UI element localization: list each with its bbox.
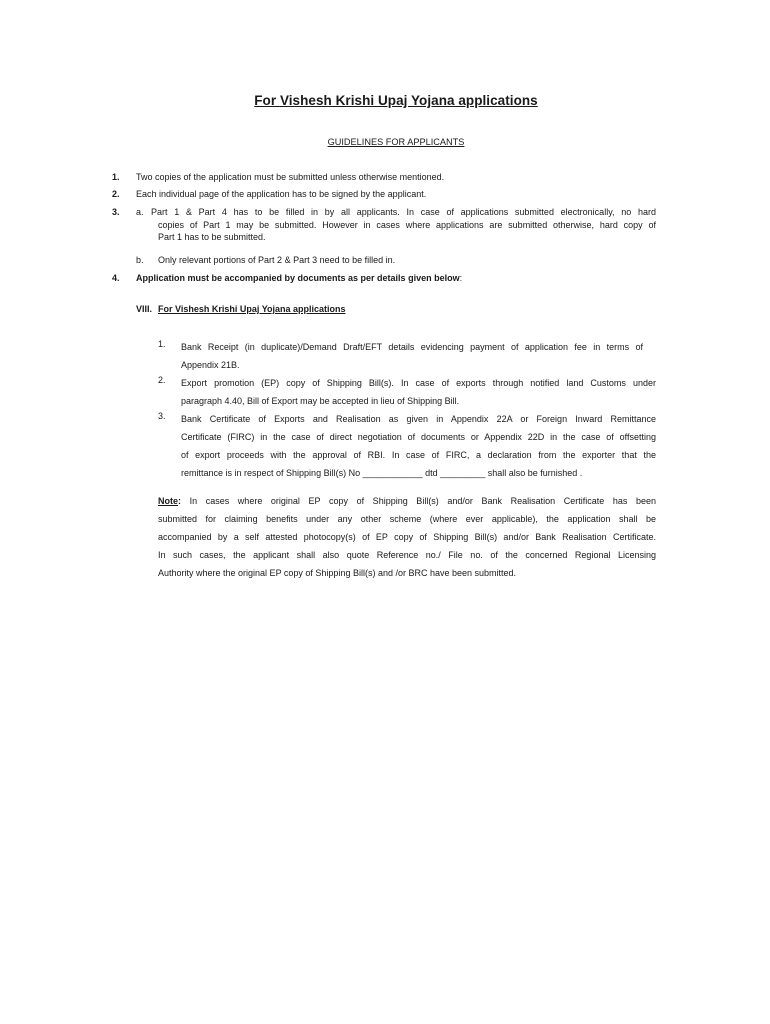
paragraph-line: copies of Part 1 may be submitted. However in cases where applications are submitted otherwise, hard copy of: [158, 219, 656, 230]
paragraph-line: Appendix 21B.: [181, 360, 240, 370]
item-number: 2.: [112, 189, 120, 199]
sub-item-number: 2.: [158, 375, 166, 385]
section-number: VIII.: [136, 304, 153, 314]
paragraph-line: Bank Certificate of Exports and Realisation as given in Appendix 22A or Foreign Inward Remittance: [181, 414, 656, 424]
paragraph-line: Authority where the original EP copy of Shipping Bill(s) and /or BRC have been submitted.: [158, 568, 517, 578]
paragraph-line: Bank Receipt (in duplicate)/Demand Draft/EFT details evidencing payment of application fee in terms of: [181, 342, 643, 352]
note-colon: :: [178, 496, 181, 506]
item-text: Only relevant portions of Part 2 & Part 3 need to be filled in.: [158, 255, 396, 265]
sub-item-paragraph: [181, 338, 643, 374]
paragraph-line: accompanied by a self attested photocopy(s) of EP copy of Shipping Bill(s) and/or Bank Realisation Certificate.: [158, 532, 656, 542]
item-text-bold: Application must be accompanied by documents as per details given below: [136, 273, 460, 283]
item-text: Each individual page of the application has to be signed by the applicant.: [136, 189, 427, 199]
section-title: For Vishesh Krishi Upaj Yojana applications: [158, 304, 346, 314]
paragraph-line: Certificate (FIRC) in the case of direct negotiation of documents or Appendix 22D in the case of offsetting: [181, 432, 656, 442]
page-title: For Vishesh Krishi Upaj Yojana applications: [254, 93, 538, 108]
sub-item-paragraph: [181, 410, 656, 482]
item-paragraph: [151, 206, 656, 244]
item-text: Two copies of the application must be submitted unless otherwise mentioned.: [136, 172, 445, 182]
note-text: In cases where original EP copy of Shipping Bill(s) and/or Bank Realisation Certificate has been: [181, 496, 656, 506]
note-label: Note: [158, 496, 178, 506]
note-paragraph: [158, 492, 656, 582]
paragraph-line: Part 1 has to be submitted.: [158, 232, 266, 242]
sub-item-number: 1.: [158, 339, 166, 349]
paragraph-line: remittance is in respect of Shipping Bill(s) No ____________ dtd _________ shall also be furnished .: [181, 468, 583, 478]
paragraph-line: of export proceeds with the approval of RBI. In case of FIRC, a declaration from the exporter that the: [181, 450, 656, 460]
page-subtitle: GUIDELINES FOR APPLICANTS: [327, 137, 465, 147]
item-number: 4.: [112, 273, 120, 283]
paragraph-line: In such cases, the applicant shall also quote Reference no./ File no. of the concerned Regional Licensing: [158, 550, 656, 560]
item-number: 3.: [112, 207, 120, 217]
paragraph-line: submitted for claiming benefits under any other scheme (where ever applicable), the application shall be: [158, 514, 656, 524]
sub-item-paragraph: [181, 374, 656, 410]
item-sub-marker: b.: [136, 255, 144, 265]
paragraph-line: [158, 492, 656, 510]
item-colon: :: [459, 273, 463, 283]
paragraph-line: paragraph 4.40, Bill of Export may be accepted in lieu of Shipping Bill.: [181, 396, 460, 406]
item-sub-marker: a.: [136, 207, 144, 217]
paragraph-line: Part 1 & Part 4 has to be filled in by all applicants. In case of applications submitted electronically, no hard: [151, 207, 656, 217]
item-number: 1.: [112, 172, 120, 182]
sub-item-number: 3.: [158, 411, 166, 421]
item-text: [136, 272, 462, 285]
paragraph-line: Export promotion (EP) copy of Shipping Bill(s). In case of exports through notified land Customs under: [181, 378, 656, 388]
